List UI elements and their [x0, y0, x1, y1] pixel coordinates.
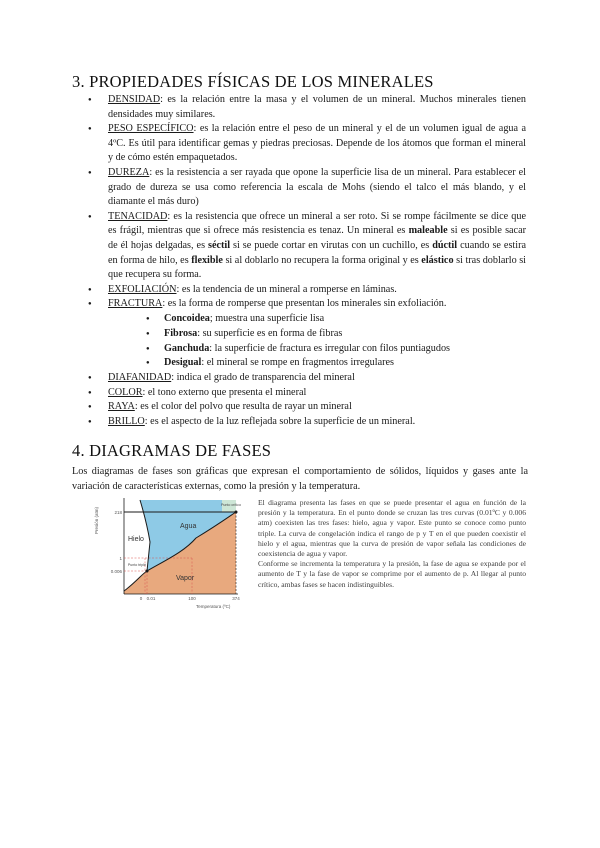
x-tick-100: 100: [188, 596, 196, 601]
label-critical-point: Punto crítico: [221, 503, 241, 507]
section-4-title: 4. DIAGRAMAS DE FASES: [72, 441, 272, 460]
region-label-vapor: Vapor: [176, 575, 195, 582]
term-tenacidad: TENACIDAD: [108, 210, 168, 222]
properties-list: [88, 93, 526, 429]
term-diafanidad: DIAFANIDAD: [108, 372, 172, 384]
definition-exfoliacion: : es la tendencia de un mineral a romperse en láminas.: [176, 283, 397, 295]
fracture-type-fibrosa: [146, 327, 526, 342]
term-dureza: DUREZA: [108, 166, 150, 178]
x-tick-374: 374: [232, 596, 240, 601]
definition-peso-especifico: : es la relación entre el peso de un mineral y el de un volumen igual de agua a 4ºC. Es útil para identificar gemas y piedras preciosas. Depende de los átomos que forman el mineral y de cómo estén empaquetados.: [108, 123, 527, 164]
list-item-dureza: [88, 166, 526, 210]
definition-tenacidad-part: si tras doblarlo si que recupera su forma.: [108, 254, 527, 281]
term-exfoliacion: EXFOLIACIÓN: [108, 283, 177, 295]
keyword-flexible: flexible: [191, 254, 223, 266]
list-item-brillo: [88, 415, 526, 430]
label-triple-point: Punto triple: [127, 563, 146, 567]
definition-tenacidad-part: si es posible sacar de él hojas delgadas, es: [108, 225, 526, 251]
definition-densidad: : es la relación entre la masa y el volumen de un mineral. Muchos minerales tienen densidades muy similares.: [108, 94, 526, 120]
y-tick-0006: 0.006: [110, 569, 122, 574]
list-item-diafanidad: [88, 371, 526, 386]
x-tick-001: 0.01: [146, 596, 156, 601]
fracture-type-text: ; muestra una superficie lisa: [209, 312, 325, 324]
list-item-exfoliacion: [88, 283, 526, 298]
fracture-type-text: : el mineral se rompe en fragmentos irregulares: [201, 357, 394, 369]
keyword-sectil: séctil: [208, 239, 231, 251]
term-densidad: DENSIDAD: [108, 94, 161, 105]
definition-tenacidad-part: si se puede cortar en virutas con un cuchillo, es: [230, 239, 433, 251]
y-tick-218: 218: [114, 510, 122, 515]
definition-color: : el tono externo que presenta el mineral: [142, 386, 307, 398]
definition-fractura: : es la forma de romperse que presentan los minerales sin exfoliación.: [162, 298, 447, 310]
fracture-type-name: Desigual: [164, 357, 202, 369]
region-label-ice: Hielo: [128, 536, 144, 543]
term-raya: RAYA: [108, 401, 135, 413]
definition-tenacidad-part: : es la resistencia que ofrece un mineral a ser roto. Si se rompe fácilmente se dice que es frágil, mientras que si ofrece más resistencia es tenaz. Un mineral es: [108, 210, 526, 237]
fracture-type-concoidea: [146, 312, 526, 327]
definition-brillo: : es el aspecto de la luz reflejada sobre la superficie de un mineral.: [144, 415, 416, 427]
diagram-explanation: [258, 498, 526, 590]
section-4-intro: Los diagramas de fases son gráficas que expresan el comportamiento de sólidos, líquidos y gases ante la variación de características externas, como la presión y la temperatura.: [72, 466, 528, 492]
term-color: COLOR: [108, 386, 143, 398]
list-item-fractura: [88, 297, 526, 371]
definition-tenacidad-part: si al doblarlo no recupera la forma original y es: [222, 254, 422, 266]
fracture-type-name: Ganchuda: [164, 342, 210, 354]
fracture-type-text: : la superficie de fractura es irregular con filos puntiagudos: [209, 342, 451, 354]
list-item-peso-especifico: [88, 122, 526, 166]
keyword-ductil: dúctil: [432, 239, 458, 251]
fracture-type-desigual: [146, 356, 526, 371]
triple-point-marker: [146, 570, 149, 573]
list-item-color: [88, 386, 526, 401]
keyword-elastico: elástico: [421, 254, 454, 266]
x-tick-0: 0: [139, 596, 143, 601]
term-brillo: BRILLO: [108, 415, 145, 427]
fracture-type-name: Concoidea: [164, 312, 210, 324]
water-phase-diagram: [84, 494, 250, 612]
definition-diafanidad: : indica el grado de transparencia del mineral: [171, 372, 355, 384]
region-label-water: Agua: [180, 523, 197, 530]
explanation-paragraph-2: Conforme se incrementa la temperatura y la presión, la fase de agua se expande por el aumento de T y la fase de vapor se comprime por el aumento de p. Al llegar al punto crítico, ambas fases se hacen indistinguibles.: [258, 559, 526, 589]
definition-tenacidad-part: cuando se estira en forma de hilo, es: [108, 239, 526, 266]
list-item-densidad: [88, 93, 526, 122]
fracture-type-text: : su superficie es en forma de fibras: [197, 327, 343, 339]
fracture-type-name: Fibrosa: [164, 327, 198, 339]
fracture-type-ganchuda: [146, 342, 526, 357]
definition-raya: : es el color del polvo que resulta de rayar un mineral: [134, 401, 352, 413]
list-item-tenacidad: [88, 210, 526, 283]
list-item-raya: [88, 400, 526, 415]
section-3-title: 3. PROPIEDADES FÍSICAS DE LOS MINERALES: [72, 72, 434, 91]
term-fractura: FRACTURA: [108, 298, 163, 310]
term-peso-especifico: PESO ESPECÍFICO: [108, 123, 194, 135]
definition-dureza: : es la resistencia a ser rayada que opone la superficie lisa de un mineral. Para establecer el grado de dureza se usa como referencia la escala de Mohs (siendo el talco el más blando, y el diamante el más duro): [108, 166, 526, 208]
y-tick-1: 1: [119, 556, 122, 561]
critical-point-marker: [235, 511, 238, 514]
xlabel: Temperatura (ºC): [196, 604, 231, 609]
fracture-types-list: [108, 312, 526, 371]
ylabel: Presión (atm): [94, 506, 99, 534]
explanation-paragraph-1: El diagrama presenta las fases en que se puede presentar el agua en función de la presión y la temperatura. En el punto donde se cruzan las tres curvas (0.01ºC y 0.006 atm) coexisten las tres fases: hielo, agua y vapor. Este punto se conoce como punto triple. La curva de congelación indica el rango de p y T en el que pueden coexistir el hielo y el agua, mientras que la curva de presión de vapor señala las condiciones de coexistencia de agua y vapor.: [258, 498, 526, 559]
keyword-maleable: maleable: [408, 225, 448, 237]
